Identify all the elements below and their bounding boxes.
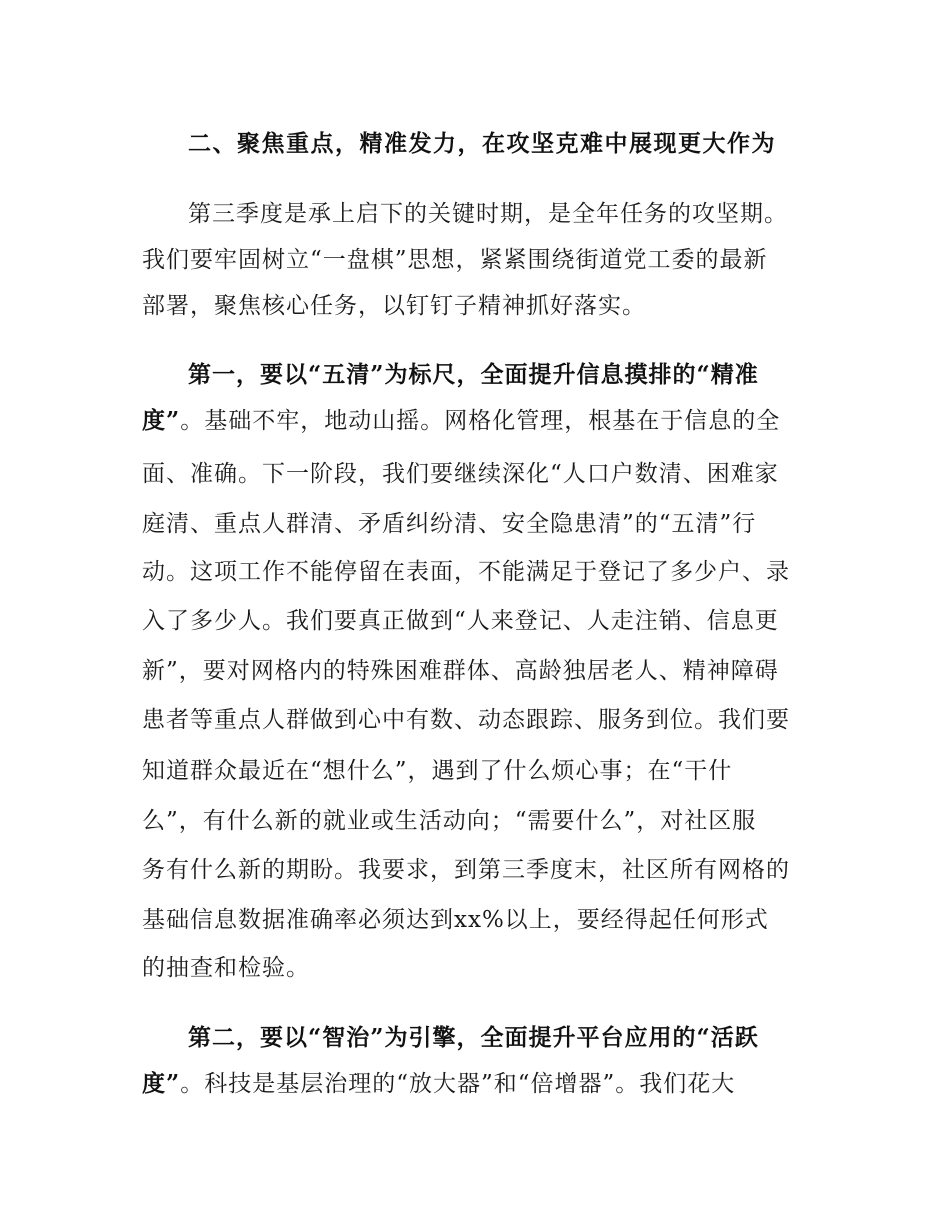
intro-line-2: 我们要牢固树立“一盘棋”思想，紧紧围绕街道党工委的最新 bbox=[142, 247, 768, 273]
para1-line: 基础信息数据准确率必须达到xx%以上，要经得起任何形式 bbox=[142, 907, 769, 933]
para1-line: 知道群众最近在“想什么”，遇到了什么烦心事；在“干什 bbox=[142, 758, 733, 784]
para1-line: 动。这项工作不能停留在表面，不能满足于登记了多少户、录 bbox=[142, 559, 790, 585]
para1-line: 的抽查和检验。 bbox=[142, 955, 310, 981]
para1-line-2 bbox=[142, 406, 780, 436]
para1-line: 庭清、重点人群清、矛盾纠纷清、安全隐患清”的“五清”行 bbox=[142, 511, 757, 537]
para2-lead-cont: 度” bbox=[142, 1070, 181, 1097]
para2-line-2-text: 。科技是基层治理的“放大器”和“倍增器”。我们花大 bbox=[180, 1071, 736, 1097]
para1-line: 患者等重点人群做到心中有数、动态跟踪、服务到位。我们要 bbox=[142, 707, 790, 733]
para1-line: 面、准确。下一阶段，我们要继续深化“人口户数清、困难家 bbox=[142, 461, 779, 487]
para2-line-2 bbox=[142, 1069, 735, 1099]
para1-line: 么”，有什么新的就业或生活动向；“需要什么”，对社区服 bbox=[142, 808, 757, 834]
intro-line-1: 第三季度是承上启下的关键时期，是全年任务的攻坚期。 bbox=[188, 201, 788, 227]
para1-line-2-text: 。基础不牢，地动山摇。网格化管理，根基在于信息的全 bbox=[180, 408, 781, 434]
para1-line: 新”，要对网格内的特殊困难群体、高龄独居老人、精神障碍 bbox=[142, 658, 779, 684]
para2-lead: 第二，要以“智治”为引擎，全面提升平台应用的“活跃 bbox=[188, 1024, 759, 1051]
para1-lead: 第一，要以“五清”为标尺，全面提升信息摸排的“精准 bbox=[188, 361, 759, 388]
para1-line: 务有什么新的期盼。我要求，到第三季度末，社区所有网格的 bbox=[142, 857, 790, 883]
intro-line-3: 部署，聚焦核心任务，以钉钉子精神抓好落实。 bbox=[142, 293, 646, 319]
section-heading: 二、聚焦重点，精准发力，在攻坚克难中展现更大作为 bbox=[188, 130, 776, 157]
para1-line: 入了多少人。我们要真正做到“人来登记、人走注销、信息更 bbox=[142, 608, 779, 634]
para1-lead-cont: 度” bbox=[142, 407, 181, 434]
